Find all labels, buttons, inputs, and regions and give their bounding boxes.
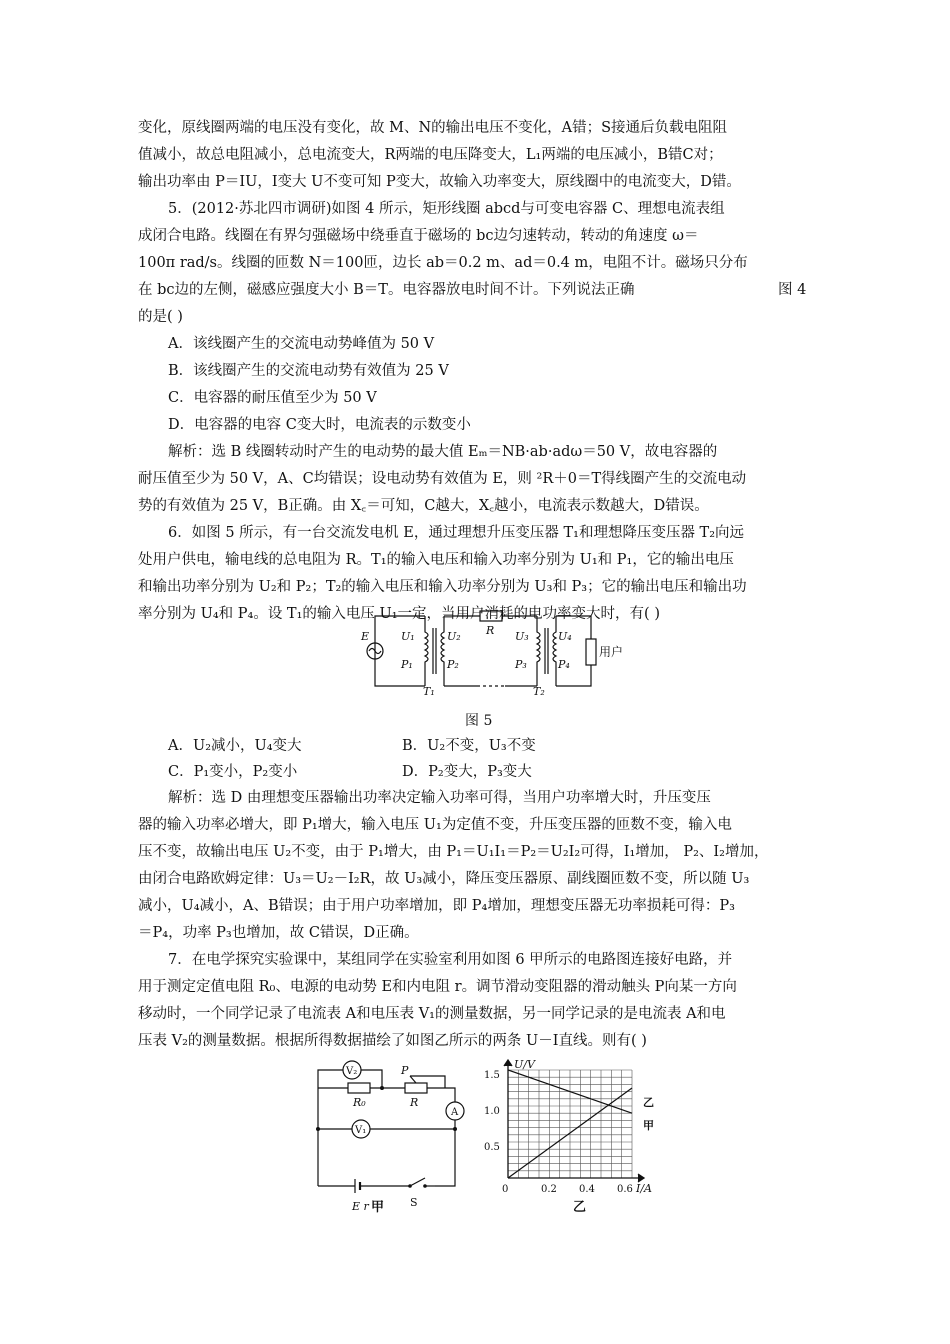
figure-6a-caption: 甲 [371,1200,385,1215]
xtick-label: 0.6 [617,1184,633,1195]
fig5-label-r: R [486,624,495,637]
option-d: D．电容器的电容 C变大时，电流表的示数变小 [168,417,471,433]
fig6a-label-v2: V₂ [346,1066,358,1077]
solution-5: 解析：选 B 线圈转动时产生的电动势的最大值 Eₘ＝NB·ab·adω＝50 V，故电容器的 [168,444,718,460]
text-line: 由闭合电路欧姆定律：U₃＝U₂－I₂R，故 U₃减小，降压变压器原、副线圈匝数不变，所以随 U₃ [138,871,750,887]
fig6a-label-p: P [401,1064,409,1077]
fig6a-label-r0: R₀ [353,1096,366,1109]
fig5-label-e: E [361,630,370,643]
figure-6b-caption: 乙 [573,1200,587,1215]
ytick-label: 0.5 [484,1142,500,1153]
text-line: 100π rad/s。线圈的匝数 N＝100匝，边长 ab＝0.2 m、ad＝0.4 m，电阻不计。磁场只分布 [138,255,748,271]
solution-6: 解析：选 D 由理想变压器输出功率决定输入功率可得，当用户功率增大时，升压变压 [168,790,711,806]
fig5-label-p3: P₃ [515,658,527,671]
figure-4-label: 图 4 [778,282,807,298]
text-line: 移动时，一个同学记录了电流表 A和电压表 V₁的测量数据，另一同学记录的是电流表 A和电 [138,1006,726,1022]
series-label-yi: 乙 [643,1096,654,1109]
fig5-label-p1: P₁ [401,658,413,671]
text-line: 成闭合电路。线圈在有界匀强磁场中绕垂直于磁场的 bc边匀速转动，转动的角速度 ω＝ [138,228,699,244]
fig5-label-t2: T₂ [533,685,545,696]
option-c: C．P₁变小，P₂变小 [168,764,298,780]
fig6a-label-v1: V₁ [355,1125,367,1136]
text-line: 和输出功率分别为 U₂和 P₂；T₂的输入电压和输入功率分别为 U₃和 P₃；它的输出电压和输出功 [138,579,747,595]
fig5-label-t1: T₁ [423,685,435,696]
y-axis-label: U/V [514,1058,535,1071]
fig6a-label-r: R [410,1096,419,1109]
fig5-label-u3: U₃ [515,630,529,643]
text-line: 压表 V₂的测量数据。根据所得数据描绘了如图乙所示的两条 U－I直线。则有( ) [138,1033,647,1049]
xtick-label: 0 [502,1184,509,1195]
question-5-stem: 5．(2012·苏北四市调研)如图 4 所示，矩形线圈 abcd与可变电容器 C、理想电流表组 [168,201,725,217]
y-axis-arrow [504,1060,512,1066]
xtick-label: 0.2 [541,1184,557,1195]
question-6-stem: 6．如图 5 所示，有一台交流发电机 E，通过理想升压变压器 T₁和理想降压变压器 T₂向远 [168,525,745,541]
option-c: C．电容器的耐压值至少为 50 V [168,390,377,406]
option-a: A．该线圈产生的交流电动势峰值为 50 V [168,336,435,352]
ytick-label: 1.0 [484,1106,500,1117]
fig5-label-u1: U₁ [401,630,415,643]
text-line: 耐压值至少为 50 V，A、C均错误；设电动势有效值为 E，则 ²R＋0＝T得线圈产生的交流电动 [138,471,747,487]
text-line: 处用户供电，输电线的总电阻为 R。T₁的输入电压和输入功率分别为 U₁和 P₁，它的输出电压 [138,552,734,568]
figure-5-circuit [355,604,655,696]
figure-5-caption: 图 5 [465,713,493,729]
figure-6a-circuit [300,1058,480,1218]
question-7-stem: 7．在电学探究实验课中，某组同学在实验室利用如图 6 甲所示的电路图连接好电路，并 [168,952,733,968]
text-line: 率分别为 U₄和 P₄。设 T₁的输入电压 U₁一定，当用户消耗的电功率变大时，有( ) [138,606,660,622]
text-line: 值减小，故总电阻减小，总电流变大，R两端的电压降变大，L₁两端的电压减小，B错C对； [138,147,723,163]
text-line: ＝P₄，功率 P₃也增加，故 C错误，D正确。 [138,925,419,941]
text-line: 变化，原线圈两端的电压没有变化，故 M、N的输出电压不变化，A错；S接通后负载电阻阻 [138,120,728,136]
option-d: D．P₂变大，P₃变大 [402,764,532,780]
text-line: 用于测定定值电阻 R₀、电源的电动势 E和内电阻 r。调节滑动变阻器的滑动触头 P向某一方向 [138,979,737,995]
text-line: 输出功率由 P＝IU，I变大 U不变可知 P变大，故输入功率变大，原线圈中的电流变大，D错。 [138,174,741,190]
x-axis-arrow [638,1174,644,1182]
figure-6b-graph [480,1058,670,1208]
text-line: 压不变，故输出电压 U₂不变，由于 P₁增大，由 P₁＝U₁I₁＝P₂＝U₂I₂可得，I₁增加， P₂、I₂增加， [138,844,769,860]
fig5-label-p4: P₄ [558,658,570,671]
x-axis-label: I/A [636,1182,652,1195]
fig6a-label-er: E r [352,1200,369,1213]
option-b: B．该线圈产生的交流电动势有效值为 25 V [168,363,449,379]
fig6a-label-a: A [451,1107,459,1118]
text-line: 减小，U₄减小，A、B错误；由于用户功率增加，即 P₄增加，理想变压器无功率损耗可得：P₃ [138,898,735,914]
fig5-label-p2: P₂ [447,658,459,671]
series-label-jia: 甲 [643,1119,654,1132]
fig5-label-u2: U₂ [447,630,461,643]
option-a: A．U₂减小，U₄变大 [168,738,302,754]
xtick-label: 0.4 [579,1184,595,1195]
ytick-label: 1.5 [484,1070,500,1081]
fig6a-label-s: S [410,1196,418,1209]
fig5-label-user: 用户 [599,645,624,659]
option-b: B．U₂不变，U₃不变 [402,738,536,754]
text-line: 器的输入功率必增大，即 P₁增大，输入电压 U₁为定值不变，升压变压器的匝数不变，输入电 [138,817,732,833]
fig5-label-u4: U₄ [558,630,572,643]
text-line: 在 bc边的左侧，磁感应强度大小 B＝T。电容器放电时间不计。下列说法正确 [138,282,635,298]
text-line: 的是( ) [138,309,183,325]
text-line: 势的有效值为 25 V，B正确。由 X꜀＝可知，C越大，X꜀越小，电流表示数越大，D错误。 [138,498,709,514]
